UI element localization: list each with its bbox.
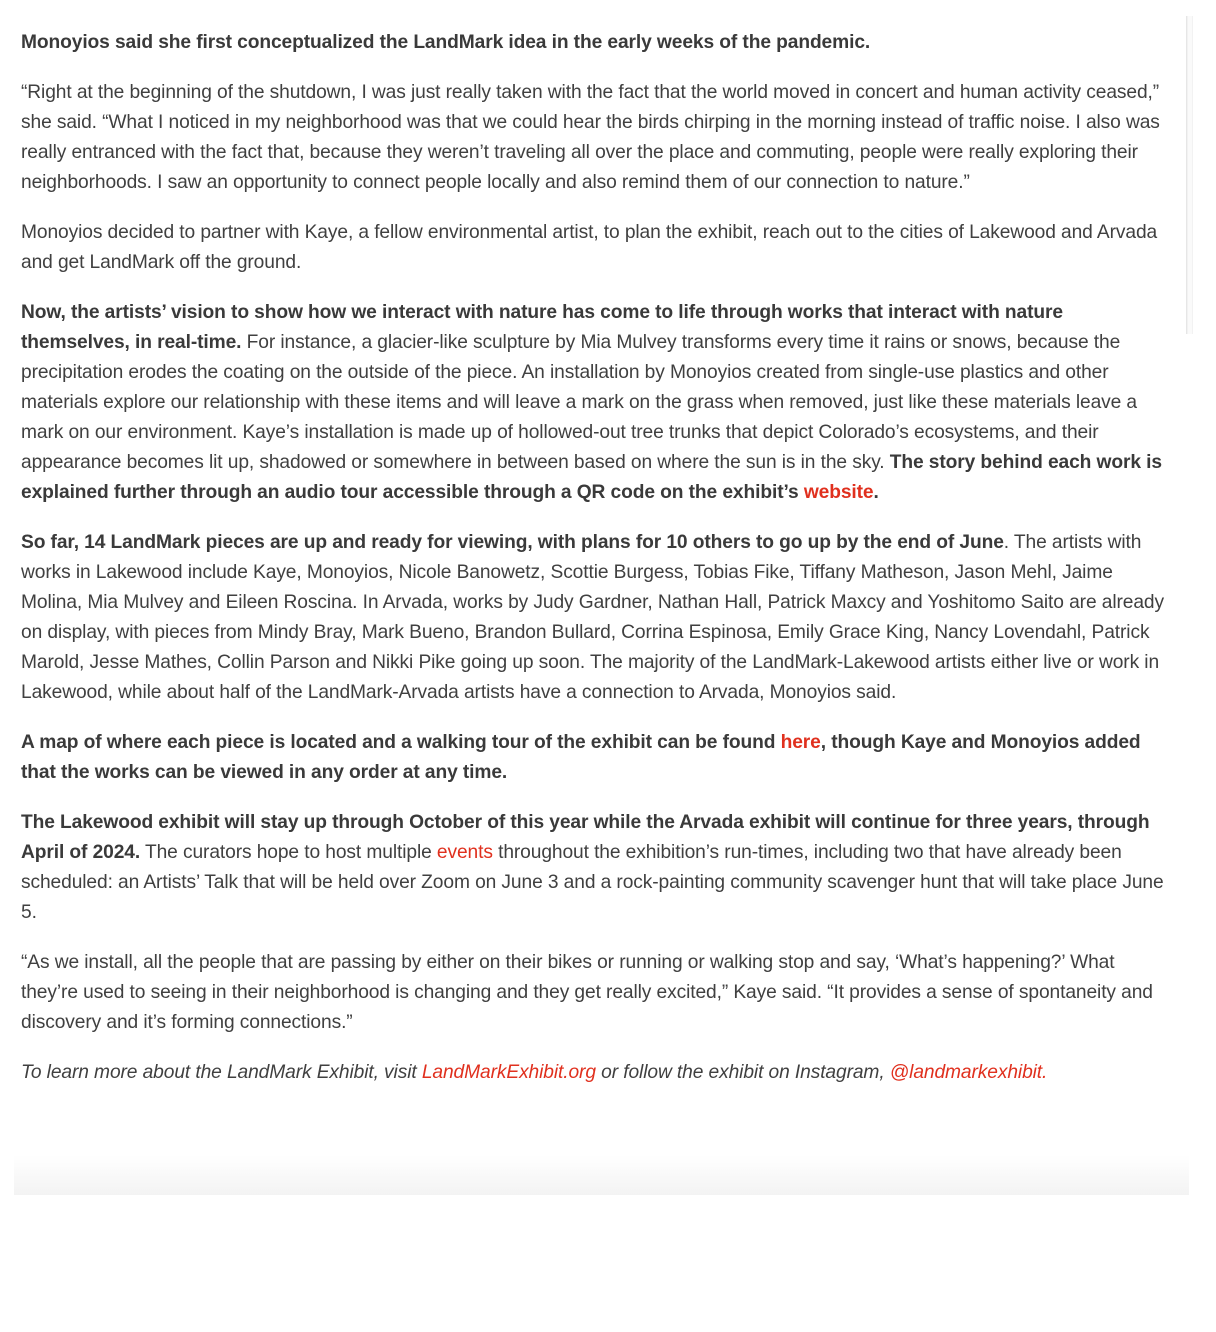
- map-here-link[interactable]: here: [780, 732, 821, 753]
- paragraph-learn-more-text: To learn more about the LandMark Exhibit, visit: [21, 1062, 422, 1083]
- paragraph-vision-bold-lead: Now, the artists’ vision to show how we interact with nature has come to life through works that interact with nature themselves, in real-time.: [21, 302, 1063, 353]
- article-body: [21, 28, 1171, 1108]
- paragraph-partnership: [21, 218, 1171, 278]
- paragraph-intro-bold: Monoyios said she first conceptualized the LandMark idea in the early weeks of the pandemic.: [21, 32, 871, 53]
- instagram-link[interactable]: @landmarkexhibit.: [889, 1062, 1048, 1083]
- paragraph-learn-more-mid: or follow the exhibit on Instagram,: [595, 1062, 890, 1083]
- paragraph-partnership-text: Monoyios decided to partner with Kaye, a fellow environmental artist, to plan the exhibit, reach out to the cities of Lakewood and Arvada and get LandMark off the ground.: [21, 222, 1158, 273]
- paragraph-artists: [21, 528, 1171, 708]
- bottom-fade: [14, 1155, 1189, 1195]
- scrollbar-thumb[interactable]: [1188, 16, 1192, 334]
- paragraph-artists-text: . The artists with works in Lakewood include Kaye, Monoyios, Nicole Banowetz, Scottie Burgess, Tobias Fike, Tiffany Matheson, Jason Mehl, Jaime Molina, Mia Mulvey and Eileen Roscina. In Arvada, works by Judy Gardner, Nathan Hall, Patrick Maxcy and Yoshitomo Saito are already on display, with pieces from Mindy Bray, Mark Bueno, Brandon Bullard, Corrina Espinosa, Emily Grace King, Nancy Lovendahl, Patrick Marold, Jesse Mathes, Collin Parson and Nikki Pike going up soon. The majority of the LandMark-Lakewood artists either live or work in Lakewood, while about half of the LandMark-Arvada artists have a connection to Arvada, Monoyios said.: [21, 532, 1164, 703]
- paragraph-artists-bold-lead: So far, 14 LandMark pieces are up and ready for viewing, with plans for 10 others to go up by the end of June: [21, 532, 1004, 553]
- paragraph-intro: [21, 28, 1171, 58]
- paragraph-vision-bold-end: .: [873, 482, 879, 503]
- paragraph-map-bold-tail: , though Kaye and Monoyios added that the works can be viewed in any order at any time.: [21, 732, 1141, 783]
- website-link[interactable]: website: [803, 482, 874, 503]
- paragraph-vision-text: For instance, a glacier-like sculpture by Mia Mulvey transforms every time it rains or snows, because the precipitation erodes the coating on the outside of the piece. An installation by Monoyios created from single-use plastics and other materials explore our relationship with these items and will leave a mark on the grass when removed, just like these materials leave a mark on our environment. Kaye’s installation is made up of hollowed-out tree trunks that depict Colorado’s ecosystems, and their appearance becomes lit up, shadowed or somewhere in between based on where the sun is in the sky.: [21, 332, 1138, 473]
- paragraph-dates-text-tail: throughout the exhibition’s run-times, including two that have already been scheduled: an Artists’ Talk that will be held over Zoom on June 3 and a rock-painting community scavenger hunt that will take place June 5.: [21, 842, 1164, 923]
- paragraph-quote-kaye-text: “As we install, all the people that are passing by either on their bikes or running or walking stop and say, ‘What’s happening?’ What they’re used to seeing in their neighborhood is changing and they get really excited,” Kaye said. “It provides a sense of spontaneity and discovery and it’s forming connections.”: [21, 952, 1153, 1033]
- paragraph-map-bold-lead: A map of where each piece is located and a walking tour of the exhibit can be found: [21, 732, 781, 753]
- paragraph-vision-bold-tail: The story behind each work is explained further through an audio tour accessible through a QR code on the exhibit’s: [21, 452, 1162, 503]
- paragraph-learn-more: [21, 1058, 1171, 1088]
- paragraph-quote-shutdown: [21, 78, 1171, 198]
- paragraph-map: [21, 728, 1171, 788]
- paragraph-dates: [21, 808, 1171, 928]
- paragraph-quote-shutdown-text: “Right at the beginning of the shutdown, I was just really taken with the fact that the world moved in concert and human activity ceased,” she said. “What I noticed in my neighborhood was that we could hear the birds chirping in the morning instead of traffic noise. I also was really entranced with the fact that, because they weren’t traveling all over the place and commuting, people were really exploring their neighborhoods. I saw an opportunity to connect people locally and also remind them of our connection to nature.”: [21, 82, 1160, 193]
- paragraph-dates-bold-lead: The Lakewood exhibit will stay up through October of this year while the Arvada exhibit will continue for three years, through April of 2024.: [21, 812, 1150, 863]
- paragraph-dates-text: The curators hope to host multiple: [140, 842, 437, 863]
- scrollbar[interactable]: [1186, 16, 1193, 334]
- events-link[interactable]: events: [436, 842, 493, 863]
- landmark-website-link[interactable]: LandMarkExhibit.org: [421, 1062, 596, 1083]
- paragraph-quote-kaye: [21, 948, 1171, 1038]
- paragraph-vision: [21, 298, 1171, 508]
